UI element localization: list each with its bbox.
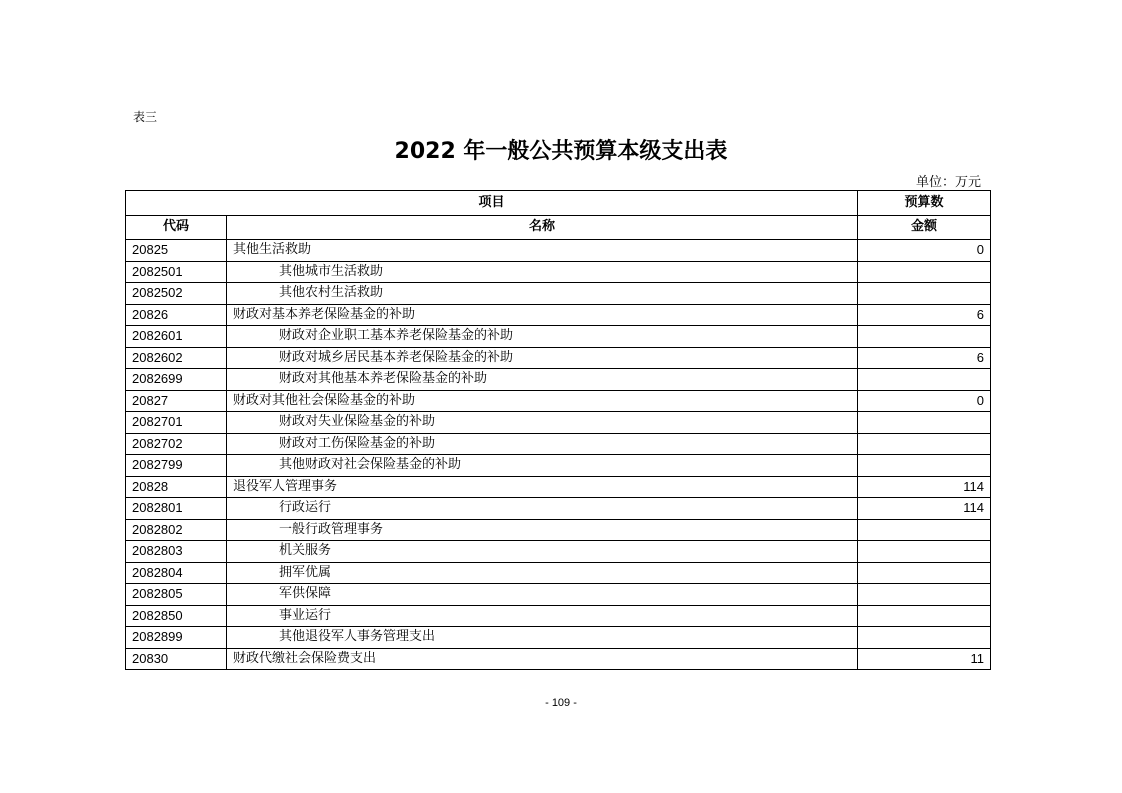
row-code: 2082803 (126, 541, 227, 563)
row-code: 2082802 (126, 519, 227, 541)
table-row (126, 584, 991, 606)
row-code: 2082805 (126, 584, 227, 606)
row-name: 行政运行 (227, 498, 858, 520)
page-number: - 109 - (545, 697, 577, 709)
row-code: 20826 (126, 304, 227, 326)
table-row (126, 261, 991, 283)
row-amount (858, 283, 991, 305)
row-code: 2082702 (126, 433, 227, 455)
row-amount: 6 (858, 304, 991, 326)
row-amount: 11 (858, 648, 991, 670)
row-code: 20828 (126, 476, 227, 498)
row-amount (858, 369, 991, 391)
row-name: 财政对其他社会保险基金的补助 (227, 390, 858, 412)
row-code: 2082501 (126, 261, 227, 283)
budget-table (125, 190, 991, 670)
table-row (126, 326, 991, 348)
table-row (126, 390, 991, 412)
table-row (126, 240, 991, 262)
row-code: 20830 (126, 648, 227, 670)
table-row (126, 519, 991, 541)
row-amount (858, 433, 991, 455)
row-amount (858, 261, 991, 283)
header-item: 项目 (126, 191, 858, 216)
row-name: 军供保障 (227, 584, 858, 606)
row-code: 2082850 (126, 605, 227, 627)
row-code: 2082602 (126, 347, 227, 369)
row-code: 2082799 (126, 455, 227, 477)
row-name: 其他城市生活救助 (227, 261, 858, 283)
header-name: 名称 (227, 215, 858, 240)
row-code: 2082899 (126, 627, 227, 649)
table-row (126, 433, 991, 455)
row-amount (858, 541, 991, 563)
table-row (126, 627, 991, 649)
row-name: 其他财政对社会保险基金的补助 (227, 455, 858, 477)
table-row (126, 476, 991, 498)
page-title: 2022 年一般公共预算本级支出表 (394, 139, 728, 164)
row-name: 其他生活救助 (227, 240, 858, 262)
row-amount: 0 (858, 240, 991, 262)
row-amount (858, 326, 991, 348)
row-name: 一般行政管理事务 (227, 519, 858, 541)
table-row (126, 304, 991, 326)
row-code: 2082699 (126, 369, 227, 391)
unit-label: 单位：万元 (915, 175, 981, 190)
row-amount (858, 584, 991, 606)
table-row (126, 541, 991, 563)
row-name: 财政对其他基本养老保险基金的补助 (227, 369, 858, 391)
row-code: 2082601 (126, 326, 227, 348)
table-row (126, 648, 991, 670)
row-amount: 114 (858, 476, 991, 498)
row-code: 2082804 (126, 562, 227, 584)
row-name: 财政对失业保险基金的补助 (227, 412, 858, 434)
row-name: 财政代缴社会保险费支出 (227, 648, 858, 670)
row-name: 财政对企业职工基本养老保险基金的补助 (227, 326, 858, 348)
table-row (126, 283, 991, 305)
row-amount (858, 519, 991, 541)
row-name: 事业运行 (227, 605, 858, 627)
row-code: 2082701 (126, 412, 227, 434)
row-name: 财政对工伤保险基金的补助 (227, 433, 858, 455)
table-body (126, 240, 991, 670)
table-row (126, 498, 991, 520)
table-row (126, 455, 991, 477)
row-name: 其他农村生活救助 (227, 283, 858, 305)
header-amount: 金额 (858, 215, 991, 240)
row-name: 拥军优属 (227, 562, 858, 584)
row-name: 其他退役军人事务管理支出 (227, 627, 858, 649)
row-amount (858, 412, 991, 434)
header-code: 代码 (126, 215, 227, 240)
table-row (126, 347, 991, 369)
header-budget: 预算数 (858, 191, 991, 216)
table-row (126, 369, 991, 391)
table-label: 表三 (133, 110, 158, 124)
table-row (126, 562, 991, 584)
row-amount: 6 (858, 347, 991, 369)
row-amount: 114 (858, 498, 991, 520)
header-row-2 (126, 215, 991, 240)
table-row (126, 412, 991, 434)
row-name: 机关服务 (227, 541, 858, 563)
row-amount (858, 627, 991, 649)
header-row-1 (126, 191, 991, 216)
row-amount: 0 (858, 390, 991, 412)
table-row (126, 605, 991, 627)
row-name: 退役军人管理事务 (227, 476, 858, 498)
row-amount (858, 562, 991, 584)
row-amount (858, 455, 991, 477)
row-name: 财政对城乡居民基本养老保险基金的补助 (227, 347, 858, 369)
row-amount (858, 605, 991, 627)
row-code: 20827 (126, 390, 227, 412)
row-code: 20825 (126, 240, 227, 262)
row-name: 财政对基本养老保险基金的补助 (227, 304, 858, 326)
row-code: 2082502 (126, 283, 227, 305)
row-code: 2082801 (126, 498, 227, 520)
